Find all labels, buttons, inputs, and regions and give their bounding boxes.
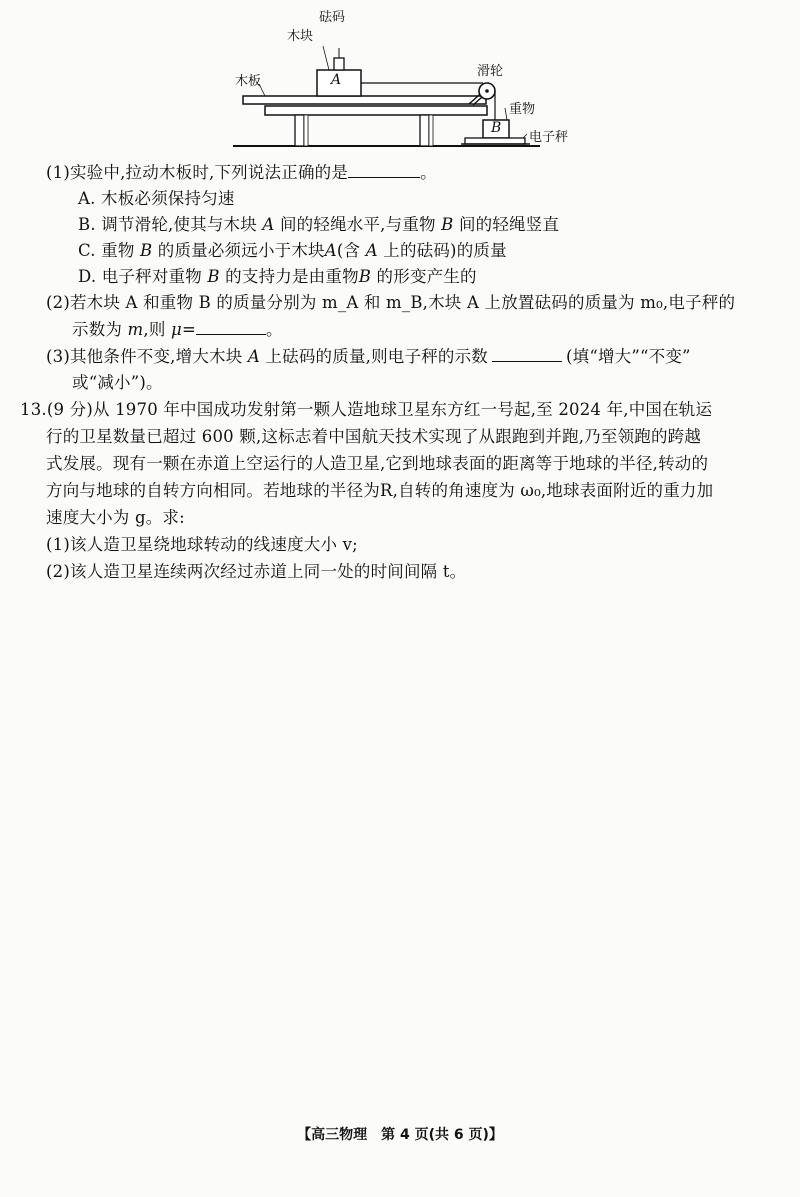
label-block-letter: A: [331, 72, 342, 88]
q13-line3: 式发展。现有一颗在赤道上空运行的人造卫星,它到地球表面的距离等于地球的半径,转动的: [46, 454, 709, 473]
q12-option-c: C. 重物 B 的质量必须远小于木块A(含 A 上的砝码)的质量: [78, 241, 507, 260]
q12-part1-stem: (1)实验中,拉动木板时,下列说法正确的是 。: [46, 163, 437, 182]
label-scale: 电子秤: [529, 130, 569, 145]
answer-blank-1[interactable]: [348, 163, 420, 178]
q12-part3-line2: 或“减小”)。: [72, 373, 163, 392]
label-heavy: 重物: [509, 102, 536, 117]
q12-option-a: A. 木板必须保持匀速: [78, 189, 235, 208]
q12-part2-line1: (2)若木块 A 和重物 B 的质量分别为 m_A 和 m_B,木块 A 上放置砝码的质量为 m₀,电子秤的: [46, 293, 736, 312]
q13-sub2: (2)该人造卫星连续两次经过赤道上同一处的时间间隔 t。: [46, 562, 467, 581]
q13-line1: 13.(9 分)从 1970 年中国成功发射第一颗人造地球卫星东方红一号起,至 2024 年,中国在轨运: [20, 400, 713, 419]
label-weights: 砝码: [319, 10, 346, 25]
apparatus-diagram: [225, 8, 575, 158]
page-footer: 【高三物理 第 4 页(共 6 页)】: [297, 1127, 503, 1143]
q12-part3-line1: (3)其他条件不变,增大木块 A 上砝码的质量,则电子秤的示数 (填“增大”“不变”: [46, 347, 691, 366]
q13-line5: 速度大小为 g。求:: [46, 508, 185, 527]
q13-line4: 方向与地球的自转方向相同。若地球的半径为R,自转的角速度为 ω₀,地球表面附近的重力加: [46, 481, 714, 500]
label-block: 木块: [287, 29, 314, 44]
q12-option-b: B. 调节滑轮,使其与木块 A 间的轻绳水平,与重物 B 间的轻绳竖直: [78, 215, 560, 234]
experiment-figure: [225, 8, 575, 158]
q12-option-d: D. 电子秤对重物 B 的支持力是由重物B 的形变产生的: [78, 267, 477, 286]
answer-blank-2[interactable]: [196, 320, 266, 335]
label-heavy-letter: B: [491, 120, 502, 136]
q13-sub1: (1)该人造卫星绕地球转动的线速度大小 v;: [46, 535, 358, 554]
q12-part2-line2: 示数为 m,则 μ= 。: [72, 320, 283, 339]
label-board: 木板: [235, 74, 262, 89]
label-pulley: 滑轮: [477, 64, 504, 79]
answer-blank-3[interactable]: [492, 347, 562, 362]
q13-line2: 行的卫星数量已超过 600 颗,这标志着中国航天技术实现了从跟跑到并跑,乃至领跑的跨越: [46, 427, 702, 446]
